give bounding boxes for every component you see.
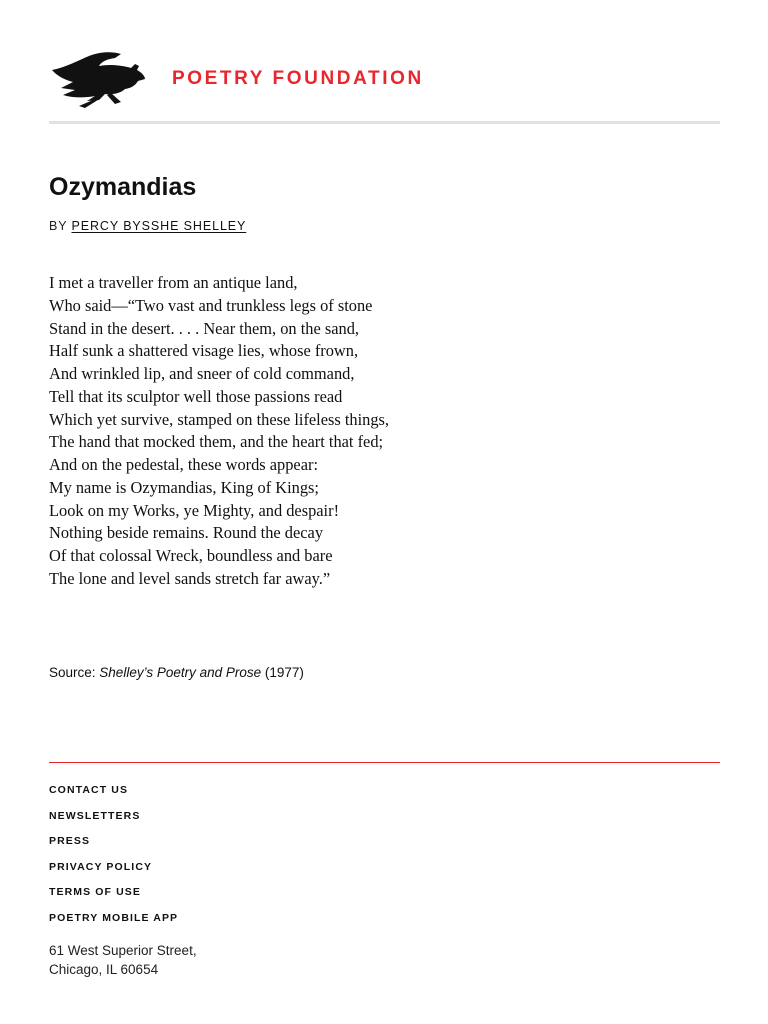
address-line-1: 61 West Superior Street, — [49, 943, 197, 958]
byline — [49, 217, 246, 235]
footer-link-mobile-app[interactable]: POETRY MOBILE APP — [49, 911, 179, 924]
poem-line: Tell that its sculptor well those passions read — [49, 386, 343, 406]
footer-divider — [49, 762, 720, 763]
poem-line: My name is Ozymandias, King of Kings; — [49, 477, 319, 497]
footer-link-contact-us[interactable]: CONTACT US — [49, 784, 129, 796]
source-book-title: Shelley’s Poetry and Prose — [99, 665, 262, 680]
poem-line: Of that colossal Wreck, boundless and bare — [49, 546, 333, 565]
logo-wordmark[interactable]: POETRY FOUNDATION — [172, 68, 424, 89]
poem-line: Half sunk a shattered visage lies, whose frown, — [49, 341, 359, 361]
footer-link-press[interactable]: PRESS — [49, 835, 91, 848]
poem-line: I met a traveller from an antique land, — [49, 273, 298, 292]
poem-line: The lone and level sands stretch far away.” — [49, 568, 331, 588]
poem-body — [49, 272, 389, 591]
source-citation — [49, 664, 304, 682]
source-label: Source: — [49, 665, 96, 680]
poem-line: The hand that mocked them, and the heart that fed; — [49, 432, 384, 452]
poem-title: Ozymandias — [49, 173, 197, 201]
source-year: (1977) — [264, 665, 304, 680]
address-line-2: Chicago, IL 60654 — [49, 962, 159, 977]
site-header — [49, 44, 720, 114]
poem-line: Who said—“Two vast and trunkless legs of stone — [49, 295, 373, 315]
footer-nav — [49, 782, 178, 936]
footer-address — [49, 941, 197, 979]
footer-link-newsletters[interactable]: NEWSLETTERS — [49, 809, 141, 822]
footer-link-terms-of-use[interactable]: TERMS OF USE — [49, 886, 141, 899]
poem-line: Stand in the desert. . . . Near them, on the sand, — [49, 318, 359, 338]
footer-link-privacy-policy[interactable]: PRIVACY POLICY — [49, 860, 153, 873]
by-label: BY — [49, 219, 68, 233]
poem-line: Nothing beside remains. Round the decay — [49, 523, 324, 543]
poem-line: Which yet survive, stamped on these lifeless things, — [49, 409, 390, 429]
poem-line: And on the pedestal, these words appear: — [49, 455, 318, 474]
poem-line: Look on my Works, ye Mighty, and despair! — [49, 500, 340, 520]
header-divider — [49, 121, 720, 124]
pegasus-icon[interactable] — [49, 48, 147, 110]
poem-line: And wrinkled lip, and sneer of cold command, — [49, 364, 355, 383]
author-link[interactable]: PERCY BYSSHE SHELLEY — [71, 219, 247, 233]
